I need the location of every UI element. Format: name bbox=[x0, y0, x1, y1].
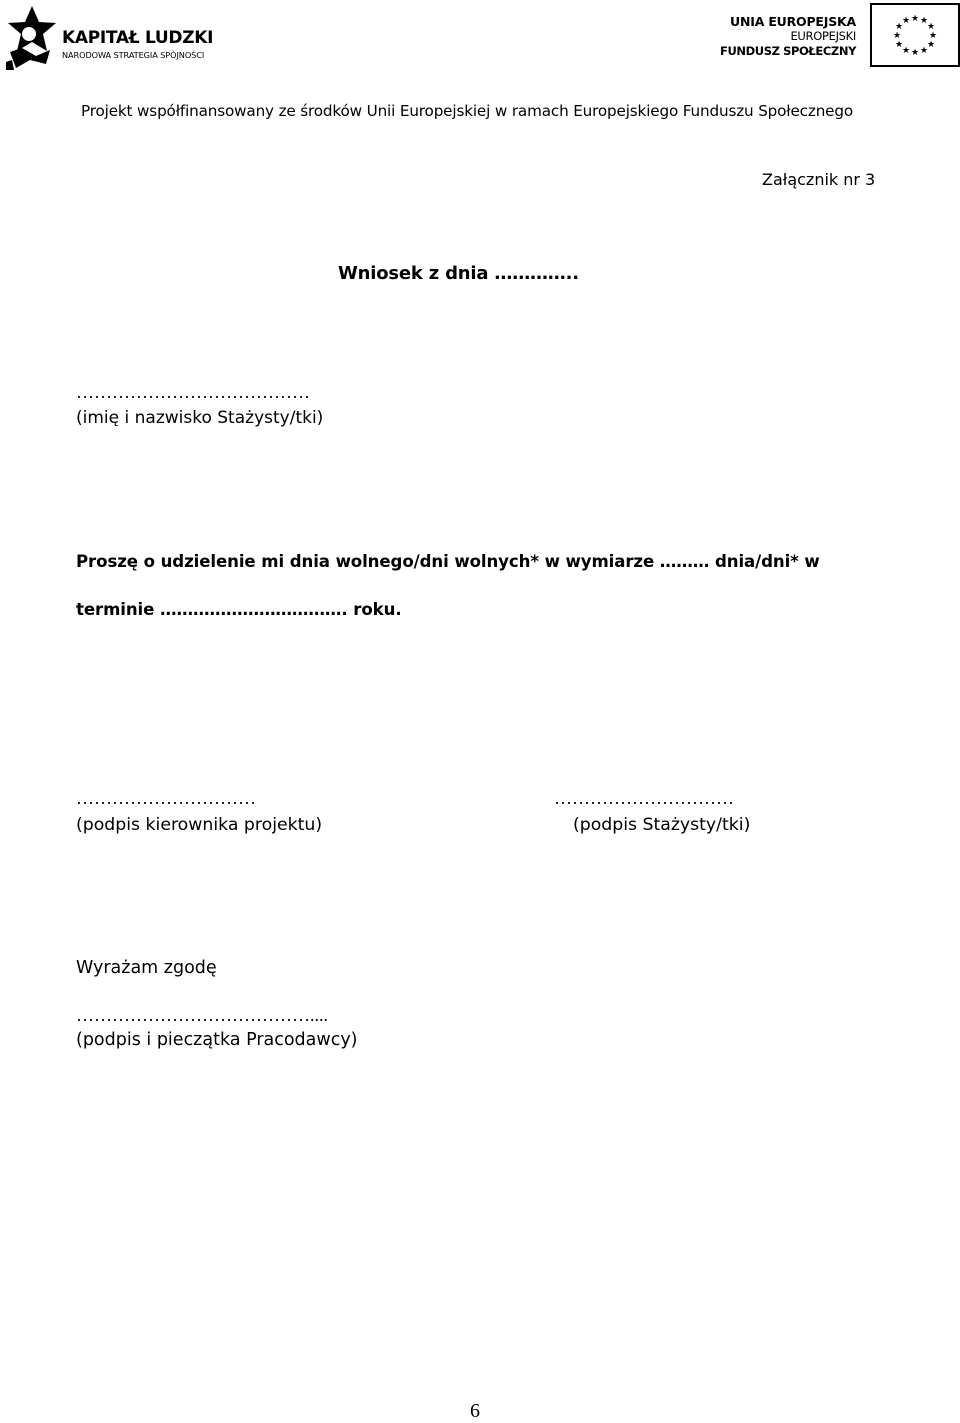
eu-flag-icon bbox=[870, 3, 960, 67]
svg-text:★: ★ bbox=[926, 22, 936, 32]
eu-efs-logo bbox=[720, 2, 960, 70]
employer-signature-field: ………………………………….... bbox=[76, 1005, 328, 1025]
svg-text:★: ★ bbox=[894, 40, 904, 50]
svg-text:★: ★ bbox=[894, 22, 904, 32]
applicant-name-caption: (imię i nazwisko Stażysty/tki) bbox=[76, 408, 324, 428]
document-title: Wniosek z dnia ………….. bbox=[338, 263, 579, 284]
consent-text: Wyrażam zgodę bbox=[76, 958, 217, 978]
intern-signature-field: ………………………… bbox=[554, 788, 734, 808]
svg-text:★: ★ bbox=[901, 16, 911, 26]
kapital-ludzki-emblem-icon bbox=[2, 4, 58, 72]
request-text-line2: terminie ……………………………. roku. bbox=[76, 600, 402, 619]
request-text-line1: Proszę o udzielenie mi dnia wolnego/dni wolnych* w wymiarze ……… dnia/dni* w bbox=[76, 552, 820, 571]
kapital-ludzki-logo bbox=[2, 4, 232, 74]
eu-logo-line2: EUROPEJSKI bbox=[790, 29, 856, 43]
manager-signature-field: ………………………… bbox=[76, 788, 256, 808]
svg-text:★: ★ bbox=[928, 31, 938, 41]
svg-text:★: ★ bbox=[892, 31, 902, 41]
eu-logo-line1: UNIA EUROPEJSKA bbox=[730, 14, 856, 29]
cofinancing-note: Projekt współfinansowany ze środków Unii Europejskiej w ramach Europejskiego Funduszu Społecznego bbox=[81, 102, 853, 120]
svg-text:★: ★ bbox=[910, 14, 920, 24]
svg-text:★: ★ bbox=[926, 40, 936, 50]
svg-text:★: ★ bbox=[919, 46, 929, 56]
annex-label: Załącznik nr 3 bbox=[762, 170, 876, 189]
kapital-ludzki-subtitle: NARODOWA STRATEGIA SPÓJNOŚCI bbox=[62, 50, 205, 60]
intern-signature-caption: (podpis Stażysty/tki) bbox=[573, 815, 751, 835]
svg-text:★: ★ bbox=[901, 46, 911, 56]
manager-signature-caption: (podpis kierownika projektu) bbox=[76, 815, 323, 835]
employer-signature-caption: (podpis i pieczątka Pracodawcy) bbox=[76, 1030, 358, 1050]
applicant-name-field: ………………………………… bbox=[76, 382, 310, 402]
page-number: 6 bbox=[470, 1400, 480, 1422]
svg-text:★: ★ bbox=[919, 16, 929, 26]
kapital-ludzki-title: KAPITAŁ LUDZKI bbox=[62, 28, 214, 48]
svg-text:★: ★ bbox=[910, 48, 920, 58]
eu-logo-line3: FUNDUSZ SPOŁECZNY bbox=[720, 44, 856, 58]
